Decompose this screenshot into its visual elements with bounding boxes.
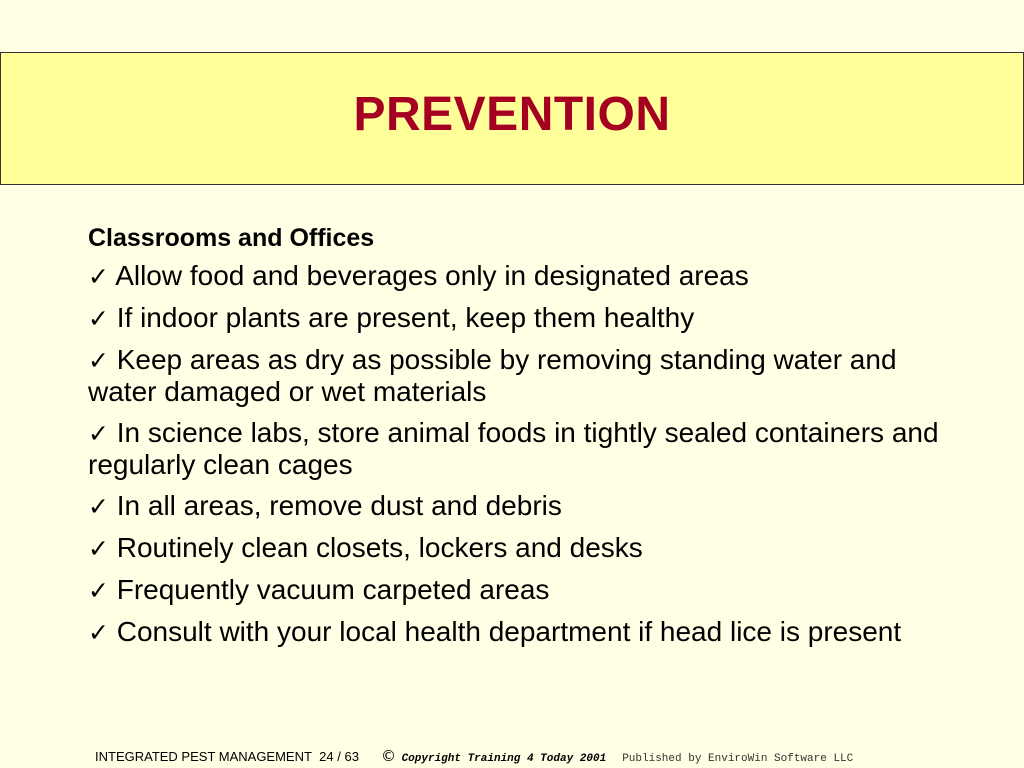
copyright-text: Copyright Training 4 Today 2001 (401, 753, 607, 765)
page-counter: 24 / 63 (319, 749, 359, 764)
slide-body (88, 222, 958, 658)
bullet-text: Routinely clean closets, lockers and desks (116, 532, 643, 563)
bullet-item (88, 344, 958, 407)
bullet-item (88, 260, 958, 292)
bullet-item (88, 417, 958, 480)
bullet-item (88, 532, 958, 564)
checkmark-icon: ✓ (88, 419, 109, 448)
bullet-item (88, 616, 958, 648)
checkmark-icon: ✓ (88, 618, 109, 647)
bullet-list (88, 260, 958, 648)
course-name: INTEGRATED PEST MANAGEMENT (95, 749, 312, 764)
section-heading: Classrooms and Offices (88, 224, 375, 252)
slide-title: PREVENTION (353, 88, 671, 141)
bullet-text: If indoor plants are present, keep them healthy (116, 302, 695, 333)
checkmark-icon: ✓ (88, 346, 109, 375)
bullet-item (88, 302, 958, 334)
title-banner (0, 52, 1024, 185)
checkmark-icon: ✓ (88, 262, 109, 291)
publisher-text: Published by EnviroWin Software LLC (622, 753, 854, 765)
bullet-text: Allow food and beverages only in designated areas (115, 260, 749, 291)
slide-footer (95, 747, 853, 765)
bullet-text: In all areas, remove dust and debris (116, 490, 562, 521)
copyright-icon: © (380, 747, 396, 765)
bullet-text: Frequently vacuum carpeted areas (116, 574, 550, 605)
checkmark-icon: ✓ (88, 304, 109, 333)
checkmark-icon: ✓ (88, 534, 109, 563)
bullet-text: Keep areas as dry as possible by removing standing water and water damaged or wet materials (88, 344, 897, 407)
bullet-text: Consult with your local health department if head lice is present (116, 616, 902, 647)
checkmark-icon: ✓ (88, 576, 109, 605)
bullet-item (88, 574, 958, 606)
checkmark-icon: ✓ (88, 492, 109, 521)
bullet-text: In science labs, store animal foods in tightly sealed containers and regularly clean cages (88, 417, 939, 480)
bullet-item (88, 490, 958, 522)
